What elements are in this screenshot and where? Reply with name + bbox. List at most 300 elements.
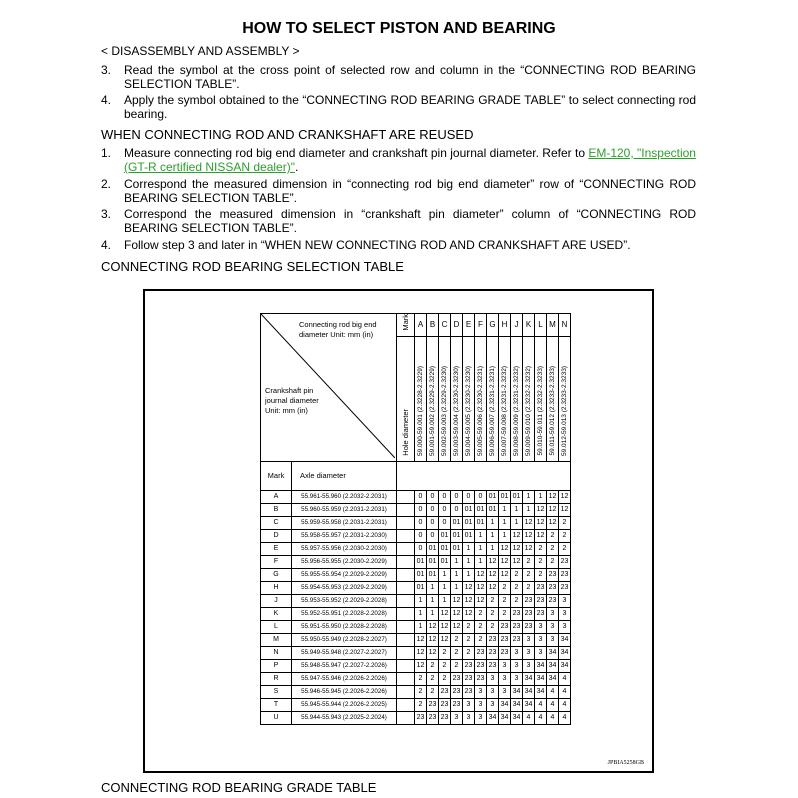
grade-symbol-cell: 12 [487,555,499,568]
grade-symbol-cell: 12 [559,490,571,503]
hole-diameter-value [547,336,559,461]
column-mark-label [397,314,415,337]
hole-value-text: 59.012-59.013 (2.3233-2.3233) [561,365,568,456]
grade-symbol-cell: 34 [559,659,571,672]
grade-symbol-cell: 2 [499,607,511,620]
spacer-cell [397,503,415,516]
grade-symbol-cell: 3 [559,620,571,633]
axle-diameter-value: 55.947-55.946 (2.2026-2.2026) [292,672,397,685]
grade-symbol-cell: 4 [523,711,535,724]
grade-symbol-cell: 12 [451,620,463,633]
grade-symbol-cell: 12 [487,581,499,594]
grade-symbol-cell: 23 [439,711,451,724]
page-title: HOW TO SELECT PISTON AND BEARING [242,20,556,37]
grade-symbol-cell: 4 [547,698,559,711]
row-mark: G [261,568,292,581]
table-row [261,529,571,542]
grade-symbol-cell: 12 [451,594,463,607]
grade-symbol-cell: 3 [499,672,511,685]
row-mark: D [261,529,292,542]
grade-symbol-cell: 34 [559,646,571,659]
grade-symbol-cell: 3 [523,659,535,672]
grade-symbol-cell: 01 [487,503,499,516]
column-mark: K [523,314,535,337]
grade-symbol-cell: 0 [415,529,427,542]
grade-symbol-cell: 23 [547,581,559,594]
spacer-cell [397,646,415,659]
grade-symbol-cell: 1 [475,555,487,568]
grade-symbol-cell: 01 [415,568,427,581]
grade-symbol-cell: 1 [439,581,451,594]
axle-diameter-value: 55.950-55.949 (2.2028-2.2027) [292,633,397,646]
hole-diameter-value [415,336,427,461]
grade-symbol-cell: 2 [475,607,487,620]
grade-symbol-cell: 1 [451,568,463,581]
grade-symbol-cell: 0 [415,516,427,529]
grade-symbol-cell: 1 [523,503,535,516]
hole-value-text: 59.006-59.007 (2.3231-2.3231) [489,365,496,456]
column-mark: N [559,314,571,337]
grade-symbol-cell: 12 [475,568,487,581]
grade-symbol-cell: 01 [415,581,427,594]
grade-symbol-cell: 34 [523,698,535,711]
step-number: 4. [101,238,112,252]
grade-symbol-cell: 12 [427,646,439,659]
axle-diameter-value: 55.951-55.950 (2.2028-2.2028) [292,620,397,633]
axle-diameter-value: 55.949-55.948 (2.2027-2.2027) [292,646,397,659]
axle-diameter-value: 55.952-55.951 (2.2028-2.2028) [292,607,397,620]
grade-symbol-cell: 0 [475,490,487,503]
grade-symbol-cell: 3 [511,646,523,659]
steps_new-step [101,93,701,121]
grade-symbol-cell: 1 [463,568,475,581]
grade-symbol-cell: 3 [547,607,559,620]
grade-symbol-cell: 12 [463,607,475,620]
row-mark: K [261,607,292,620]
grade-symbol-cell: 23 [523,607,535,620]
grade-symbol-cell: 23 [439,698,451,711]
column-mark: D [451,314,463,337]
step-text-after: . [294,160,299,174]
steps_reused-step [101,238,701,252]
spacer-cell [397,685,415,698]
hole-diameter-value [535,336,547,461]
grade-symbol-cell: 3 [475,698,487,711]
grade-symbol-cell: 12 [511,542,523,555]
grade-symbol-cell: 3 [511,672,523,685]
grade-symbol-cell: 12 [439,620,451,633]
grade-symbol-cell: 4 [559,685,571,698]
spacer-cell [397,672,415,685]
grade-symbol-cell: 12 [547,490,559,503]
grade-symbol-cell: 23 [487,659,499,672]
grade-symbol-cell: 23 [487,633,499,646]
figure-id: JPBIA5258GB [607,760,644,766]
grade-symbol-cell: 0 [451,490,463,503]
grade-symbol-cell: 0 [439,503,451,516]
column-mark: M [547,314,559,337]
grade-symbol-cell: 1 [415,594,427,607]
grade-symbol-cell: 12 [427,633,439,646]
grade-symbol-cell: 3 [499,685,511,698]
grade-symbol-cell: 01 [451,542,463,555]
grade-symbol-cell: 1 [487,542,499,555]
grade-symbol-cell: 3 [463,698,475,711]
grade-symbol-cell: 1 [415,620,427,633]
grade-symbol-cell: 01 [475,503,487,516]
table-row [261,516,571,529]
spacer-cell [397,659,415,672]
grade-symbol-cell: 23 [463,685,475,698]
step-text-main: Correspond the measured dimension in “crankshaft pin diameter” column of “CONNECTING ROD BEARING SELECTION TABLE”. [124,207,696,235]
grade-symbol-cell: 01 [463,529,475,542]
row-mark: E [261,542,292,555]
hole-value-text: 59.008-59.009 (2.3231-2.3232) [513,365,520,456]
axle-diameter-value: 55.954-55.953 (2.2029-2.2029) [292,581,397,594]
spacer-cell [397,516,415,529]
grade-symbol-cell: 3 [487,672,499,685]
grade-symbol-cell: 34 [511,685,523,698]
grade-symbol-cell: 23 [451,685,463,698]
grade-symbol-cell: 01 [451,516,463,529]
grade-symbol-cell: 0 [427,529,439,542]
axle-diameter-value: 55.960-55.959 (2.2031-2.2031) [292,503,397,516]
grade-symbol-cell: 23 [463,659,475,672]
grade-symbol-cell: 23 [463,672,475,685]
grade-symbol-cell: 23 [475,646,487,659]
column-mark: C [439,314,451,337]
grade-symbol-cell: 12 [475,594,487,607]
row-mark: P [261,659,292,672]
grade-symbol-cell: 12 [427,620,439,633]
grade-symbol-cell: 2 [535,542,547,555]
grade-symbol-cell: 12 [511,555,523,568]
axle-diameter-value: 55.946-55.945 (2.2026-2.2026) [292,685,397,698]
grade-symbol-cell: 1 [439,568,451,581]
table-row [261,581,571,594]
step-number: 2. [101,177,112,191]
grade-symbol-cell: 23 [499,646,511,659]
step-text [124,93,696,121]
grade-symbol-cell: 2 [523,568,535,581]
row-mark: S [261,685,292,698]
grade-symbol-cell: 1 [475,542,487,555]
column-mark: E [463,314,475,337]
grade-symbol-cell: 0 [415,503,427,516]
grade-symbol-cell: 01 [511,490,523,503]
grade-symbol-cell: 23 [535,594,547,607]
step-number: 3. [101,207,112,221]
crank-diameter-header: Crankshaft pin journal diameter Unit: mm (in) [265,386,319,415]
grade-symbol-cell: 34 [547,672,559,685]
hole-value-text: 59.009-59.010 (2.3232-2.3232) [525,365,532,456]
grade-symbol-cell: 12 [523,516,535,529]
steps_reused-step [101,177,701,205]
hole-diameter-value [451,336,463,461]
spacer-cell [397,542,415,555]
grade-symbol-cell: 23 [547,568,559,581]
axle-diameter-value: 55.955-55.954 (2.2029-2.2029) [292,568,397,581]
table-row [261,542,571,555]
spacer-cell [397,633,415,646]
column-mark: F [475,314,487,337]
step-text-main: Read the symbol at the cross point of selected row and column in the “CONNECTING ROD BEARING SELECTION TABLE”. [124,63,696,91]
grade-symbol-cell: 2 [463,646,475,659]
section-heading-grade-table: CONNECTING ROD BEARING GRADE TABLE [101,780,377,795]
grade-symbol-cell: 4 [559,698,571,711]
grade-symbol-cell: 34 [535,685,547,698]
grade-symbol-cell: 3 [511,659,523,672]
column-mark: G [487,314,499,337]
grade-symbol-cell: 34 [547,659,559,672]
hole-value-text: 59.005-59.006 (2.3230-2.3231) [477,365,484,456]
axle-diameter-value: 55.948-55.947 (2.2027-2.2026) [292,659,397,672]
grade-symbol-cell: 2 [523,555,535,568]
hole-value-text: 59.011-59.012 (2.3233-2.3233) [549,366,556,456]
grade-symbol-cell: 3 [463,711,475,724]
grade-symbol-cell: 12 [523,529,535,542]
grade-symbol-cell: 01 [427,542,439,555]
spacer-cell [397,711,415,724]
grade-symbol-cell: 3 [487,698,499,711]
grade-symbol-cell: 3 [559,607,571,620]
grade-symbol-cell: 3 [475,685,487,698]
selection-table-figure [143,289,654,773]
grade-symbol-cell: 23 [487,646,499,659]
step-text [124,63,696,91]
hole-diameter-value [439,336,451,461]
grade-symbol-cell: 12 [535,516,547,529]
grade-symbol-cell: 2 [547,555,559,568]
grade-symbol-cell: 2 [415,698,427,711]
mark-label-text: Mark [401,314,410,331]
grade-symbol-cell: 2 [451,646,463,659]
step-text-main: Measure connecting rod big end diameter and crankshaft pin journal diameter. Refer to [124,146,589,160]
row-mark: C [261,516,292,529]
grade-symbol-cell: 2 [463,633,475,646]
grade-symbol-cell: 34 [523,672,535,685]
bearing-selection-table [260,313,571,725]
grade-symbol-cell: 4 [535,698,547,711]
grade-symbol-cell: 2 [427,685,439,698]
hole-diameter-value [487,336,499,461]
grade-symbol-cell: 12 [511,529,523,542]
hole-diameter-label [397,336,415,461]
grade-symbol-cell: 3 [523,633,535,646]
grade-symbol-cell: 01 [475,516,487,529]
grade-symbol-cell: 3 [547,633,559,646]
row-mark: H [261,581,292,594]
grade-symbol-cell: 12 [451,607,463,620]
column-mark: A [415,314,427,337]
grade-symbol-cell: 2 [547,542,559,555]
grade-symbol-cell: 23 [415,711,427,724]
grade-symbol-cell: 23 [535,581,547,594]
grade-symbol-cell: 23 [535,607,547,620]
grade-symbol-cell: 1 [475,529,487,542]
section-heading-reused: WHEN CONNECTING ROD AND CRANKSHAFT ARE REUSED [101,127,474,142]
grade-symbol-cell: 2 [535,555,547,568]
grade-symbol-cell: 34 [559,633,571,646]
grade-symbol-cell: 12 [487,568,499,581]
grade-symbol-cell: 1 [439,594,451,607]
grade-symbol-cell: 1 [499,516,511,529]
grade-symbol-cell: 23 [451,698,463,711]
hole-diameter-value [475,336,487,461]
axle-diameter-value: 55.944-55.943 (2.2025-2.2024) [292,711,397,724]
spacer-cell [397,490,415,503]
row-mark: L [261,620,292,633]
grade-symbol-cell: 1 [427,607,439,620]
hole-value-text: 59.010-59.011 (2.3232-2.3233) [537,366,544,456]
grade-symbol-cell: 34 [535,659,547,672]
table-row [261,555,571,568]
spacer-cell [397,698,415,711]
grade-symbol-cell: 1 [463,555,475,568]
grade-symbol-cell: 0 [439,516,451,529]
row-mark: N [261,646,292,659]
grade-symbol-cell: 23 [523,594,535,607]
grade-symbol-cell: 2 [511,568,523,581]
grade-symbol-cell: 23 [427,698,439,711]
grade-symbol-cell: 2 [547,529,559,542]
grade-symbol-cell: 23 [499,633,511,646]
steps_reused-step [101,146,701,174]
grade-symbol-cell: 0 [415,490,427,503]
grade-symbol-cell: 2 [499,581,511,594]
step-text-main: Apply the symbol obtained to the “CONNECTING ROD BEARING GRADE TABLE” to select connecting rod bearing. [124,93,696,121]
row-mark: R [261,672,292,685]
grade-symbol-cell: 12 [463,581,475,594]
grade-symbol-cell: 2 [523,581,535,594]
grade-symbol-cell: 0 [439,490,451,503]
grade-symbol-cell: 2 [439,659,451,672]
table-row [261,607,571,620]
grade-symbol-cell: 23 [427,711,439,724]
grade-symbol-cell: 1 [427,594,439,607]
grade-symbol-cell: 23 [559,581,571,594]
grade-symbol-cell: 2 [487,607,499,620]
grade-symbol-cell: 12 [415,633,427,646]
grade-symbol-cell: 2 [487,620,499,633]
grade-symbol-cell: 1 [511,516,523,529]
grade-symbol-cell: 2 [439,672,451,685]
step-text [124,146,696,174]
hole-value-text: 59.000-59.001 (2.3228-2.3229) [417,365,424,456]
hole-label-text: Hole diameter [401,408,410,456]
step-number: 1. [101,146,112,160]
grade-symbol-cell: 01 [427,555,439,568]
blank-header-cell [397,461,571,490]
grade-symbol-cell: 4 [559,672,571,685]
grade-symbol-cell: 1 [451,581,463,594]
grade-symbol-cell: 2 [451,633,463,646]
grade-symbol-cell: 01 [499,490,511,503]
hole-diameter-value [463,336,475,461]
grade-symbol-cell: 3 [547,620,559,633]
grade-symbol-cell: 2 [487,594,499,607]
grade-symbol-cell: 34 [499,711,511,724]
hole-diameter-value [523,336,535,461]
axle-diameter-value: 55.958-55.957 (2.2031-2.2030) [292,529,397,542]
table-row [261,672,571,685]
grade-symbol-cell: 2 [415,685,427,698]
grade-symbol-cell: 34 [535,672,547,685]
axle-diameter-value: 55.957-55.956 (2.2030-2.2030) [292,542,397,555]
grade-symbol-cell: 2 [439,646,451,659]
grade-symbol-cell: 2 [475,633,487,646]
table-row [261,646,571,659]
grade-symbol-cell: 12 [475,581,487,594]
grade-symbol-cell: 2 [511,581,523,594]
row-mark: T [261,698,292,711]
grade-symbol-cell: 2 [511,594,523,607]
grade-symbol-cell: 12 [535,529,547,542]
grade-symbol-cell: 1 [415,607,427,620]
grade-symbol-cell: 01 [463,516,475,529]
grade-symbol-cell: 23 [475,672,487,685]
steps_new-step [101,63,701,91]
grade-symbol-cell: 0 [463,490,475,503]
spacer-cell [397,555,415,568]
grade-symbol-cell: 01 [415,555,427,568]
grade-symbol-cell: 01 [439,542,451,555]
table-row [261,594,571,607]
grade-symbol-cell: 12 [499,555,511,568]
grade-symbol-cell: 01 [439,529,451,542]
grade-symbol-cell: 12 [547,516,559,529]
table-row [261,490,571,503]
grade-symbol-cell: 34 [499,698,511,711]
table-row [261,659,571,672]
grade-symbol-cell: 34 [487,711,499,724]
grade-symbol-cell: 23 [451,672,463,685]
grade-symbol-cell: 2 [451,659,463,672]
grade-symbol-cell: 01 [463,503,475,516]
reference-link[interactable]: EM-120, "Inspection (GT-R certified NISSAN dealer)" [124,146,696,174]
row-mark-label: Mark [261,461,292,490]
hole-value-text: 59.004-59.005 (2.3230-2.3230) [465,365,472,456]
grade-symbol-cell: 2 [559,542,571,555]
table-row [261,711,571,724]
grade-symbol-cell: 12 [439,607,451,620]
hole-diameter-value [499,336,511,461]
step-text [124,238,696,252]
grade-symbol-cell: 4 [547,685,559,698]
grade-symbol-cell: 3 [475,711,487,724]
grade-symbol-cell: 34 [511,698,523,711]
spacer-cell [397,568,415,581]
grade-symbol-cell: 2 [475,620,487,633]
grade-symbol-cell: 1 [523,490,535,503]
column-mark: L [535,314,547,337]
section-heading-selection-table: CONNECTING ROD BEARING SELECTION TABLE [101,259,404,274]
step-number: 3. [101,63,112,77]
row-mark: J [261,594,292,607]
grade-symbol-cell: 1 [499,503,511,516]
grade-symbol-cell: 0 [427,516,439,529]
table-row [261,633,571,646]
grade-symbol-cell: 12 [499,542,511,555]
step-text [124,177,696,205]
hole-diameter-value [559,336,571,461]
step-text [124,207,696,235]
grade-symbol-cell: 12 [547,503,559,516]
hole-diameter-value [427,336,439,461]
grade-symbol-cell: 23 [475,659,487,672]
grade-symbol-cell: 1 [511,503,523,516]
grade-symbol-cell: 0 [451,503,463,516]
